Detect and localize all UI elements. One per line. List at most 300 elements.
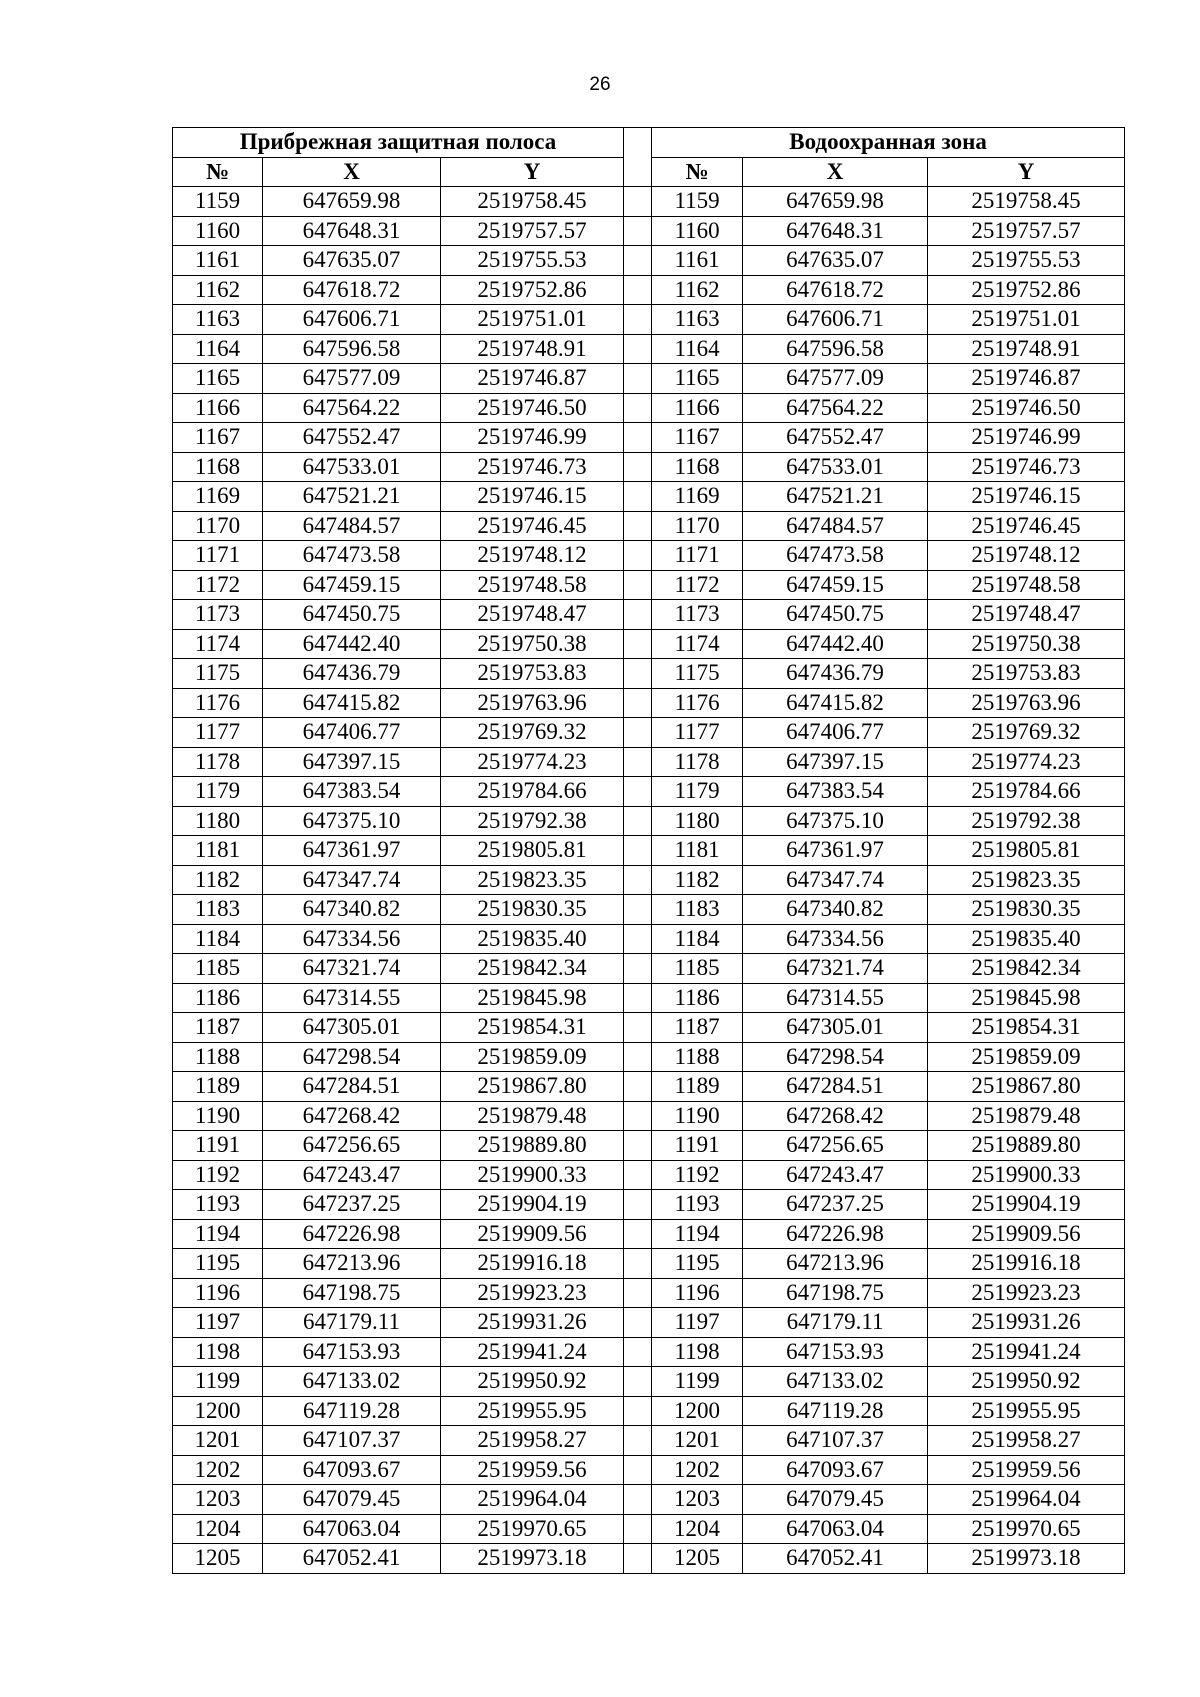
- right-y-coordinate: 2519746.50: [928, 393, 1125, 423]
- table-row: [173, 836, 1125, 866]
- left-y-coordinate: 2519748.47: [441, 600, 624, 630]
- left-x-coordinate: 647415.82: [263, 688, 441, 718]
- column-gap: [624, 954, 652, 984]
- left-point-number: 1171: [173, 541, 263, 571]
- left-point-number: 1173: [173, 600, 263, 630]
- left-point-number: 1168: [173, 452, 263, 482]
- right-x-coordinate: 647606.71: [743, 305, 928, 335]
- right-y-coordinate: 2519842.34: [928, 954, 1125, 984]
- left-x-coordinate: 647397.15: [263, 747, 441, 777]
- column-gap: [624, 1013, 652, 1043]
- left-y-coordinate: 2519746.99: [441, 423, 624, 453]
- left-point-number: 1172: [173, 570, 263, 600]
- table-row: [173, 718, 1125, 748]
- right-y-coordinate: 2519769.32: [928, 718, 1125, 748]
- left-point-number: 1190: [173, 1101, 263, 1131]
- right-point-number: 1185: [652, 954, 743, 984]
- left-y-coordinate: 2519748.12: [441, 541, 624, 571]
- right-y-coordinate: 2519941.24: [928, 1337, 1125, 1367]
- right-x-coordinate: 647213.96: [743, 1249, 928, 1279]
- table-row: [173, 1367, 1125, 1397]
- left-y-coordinate: 2519842.34: [441, 954, 624, 984]
- column-gap: [624, 777, 652, 807]
- left-x-coordinate: 647052.41: [263, 1544, 441, 1574]
- left-x-coordinate: 647314.55: [263, 983, 441, 1013]
- right-y-coordinate: 2519755.53: [928, 246, 1125, 276]
- right-point-number: 1204: [652, 1514, 743, 1544]
- left-point-number: 1177: [173, 718, 263, 748]
- right-x-coordinate: 647347.74: [743, 865, 928, 895]
- right-x-coordinate: 647596.58: [743, 334, 928, 364]
- left-y-coordinate: 2519746.45: [441, 511, 624, 541]
- left-x-coordinate: 647063.04: [263, 1514, 441, 1544]
- table-row: [173, 688, 1125, 718]
- right-point-number: 1161: [652, 246, 743, 276]
- left-y-coordinate: 2519746.15: [441, 482, 624, 512]
- right-point-number: 1192: [652, 1160, 743, 1190]
- right-y-coordinate: 2519784.66: [928, 777, 1125, 807]
- column-gap: [624, 1249, 652, 1279]
- left-y-coordinate: 2519970.65: [441, 1514, 624, 1544]
- left-point-number: 1164: [173, 334, 263, 364]
- right-point-number: 1199: [652, 1367, 743, 1397]
- right-y-coordinate: 2519753.83: [928, 659, 1125, 689]
- right-x-coordinate: 647268.42: [743, 1101, 928, 1131]
- left-y-coordinate: 2519748.91: [441, 334, 624, 364]
- right-x-coordinate: 647450.75: [743, 600, 928, 630]
- column-gap: [624, 1544, 652, 1574]
- right-point-number: 1164: [652, 334, 743, 364]
- right-x-coordinate: 647397.15: [743, 747, 928, 777]
- right-point-number: 1163: [652, 305, 743, 335]
- right-point-number: 1160: [652, 216, 743, 246]
- column-gap: [624, 393, 652, 423]
- right-point-number: 1190: [652, 1101, 743, 1131]
- right-y-coordinate: 2519748.12: [928, 541, 1125, 571]
- column-gap: [624, 1455, 652, 1485]
- right-y-coordinate: 2519931.26: [928, 1308, 1125, 1338]
- column-gap: [624, 895, 652, 925]
- column-gap: [624, 216, 652, 246]
- right-x-coordinate: 647484.57: [743, 511, 928, 541]
- left-y-coordinate: 2519746.87: [441, 364, 624, 394]
- right-point-number: 1169: [652, 482, 743, 512]
- table-row: [173, 954, 1125, 984]
- right-point-number: 1159: [652, 187, 743, 217]
- left-header-x: X: [263, 157, 441, 187]
- right-y-coordinate: 2519909.56: [928, 1219, 1125, 1249]
- left-point-number: 1188: [173, 1042, 263, 1072]
- left-x-coordinate: 647133.02: [263, 1367, 441, 1397]
- column-gap: [624, 1308, 652, 1338]
- column-gap: [624, 570, 652, 600]
- column-gap: [624, 452, 652, 482]
- right-point-number: 1182: [652, 865, 743, 895]
- right-x-coordinate: 647577.09: [743, 364, 928, 394]
- table-row: [173, 275, 1125, 305]
- column-gap: [624, 600, 652, 630]
- right-x-coordinate: 647552.47: [743, 423, 928, 453]
- table-row: [173, 777, 1125, 807]
- right-point-number: 1170: [652, 511, 743, 541]
- left-y-coordinate: 2519889.80: [441, 1131, 624, 1161]
- left-y-coordinate: 2519746.50: [441, 393, 624, 423]
- right-point-number: 1178: [652, 747, 743, 777]
- left-y-coordinate: 2519964.04: [441, 1485, 624, 1515]
- right-y-coordinate: 2519923.23: [928, 1278, 1125, 1308]
- right-point-number: 1166: [652, 393, 743, 423]
- left-x-coordinate: 647213.96: [263, 1249, 441, 1279]
- right-y-coordinate: 2519758.45: [928, 187, 1125, 217]
- left-y-coordinate: 2519758.45: [441, 187, 624, 217]
- table-row: [173, 1219, 1125, 1249]
- left-y-coordinate: 2519931.26: [441, 1308, 624, 1338]
- left-x-coordinate: 647347.74: [263, 865, 441, 895]
- left-point-number: 1160: [173, 216, 263, 246]
- column-gap: [624, 629, 652, 659]
- left-x-coordinate: 647243.47: [263, 1160, 441, 1190]
- left-y-coordinate: 2519835.40: [441, 924, 624, 954]
- column-gap: [624, 836, 652, 866]
- right-x-coordinate: 647119.28: [743, 1396, 928, 1426]
- left-point-number: 1176: [173, 688, 263, 718]
- right-x-coordinate: 647334.56: [743, 924, 928, 954]
- left-y-coordinate: 2519823.35: [441, 865, 624, 895]
- table-row: [173, 246, 1125, 276]
- left-y-coordinate: 2519916.18: [441, 1249, 624, 1279]
- page-number: 26: [589, 74, 611, 95]
- column-gap: [624, 423, 652, 453]
- right-y-coordinate: 2519973.18: [928, 1544, 1125, 1574]
- right-y-coordinate: 2519959.56: [928, 1455, 1125, 1485]
- right-x-coordinate: 647314.55: [743, 983, 928, 1013]
- left-x-coordinate: 647298.54: [263, 1042, 441, 1072]
- table-row: [173, 187, 1125, 217]
- right-point-number: 1162: [652, 275, 743, 305]
- column-gap: [624, 482, 652, 512]
- column-gap: [624, 128, 652, 187]
- right-x-coordinate: 647521.21: [743, 482, 928, 512]
- left-x-coordinate: 647340.82: [263, 895, 441, 925]
- column-gap: [624, 1278, 652, 1308]
- column-gap: [624, 806, 652, 836]
- column-gap: [624, 305, 652, 335]
- column-gap: [624, 1219, 652, 1249]
- table-row: [173, 1514, 1125, 1544]
- left-section-title: Прибрежная защитная полоса: [173, 128, 624, 158]
- left-y-coordinate: 2519753.83: [441, 659, 624, 689]
- left-y-coordinate: 2519805.81: [441, 836, 624, 866]
- right-x-coordinate: 647298.54: [743, 1042, 928, 1072]
- column-gap: [624, 541, 652, 571]
- table-row: [173, 747, 1125, 777]
- right-y-coordinate: 2519845.98: [928, 983, 1125, 1013]
- left-point-number: 1163: [173, 305, 263, 335]
- left-x-coordinate: 647119.28: [263, 1396, 441, 1426]
- left-point-number: 1174: [173, 629, 263, 659]
- left-point-number: 1179: [173, 777, 263, 807]
- table-row: [173, 423, 1125, 453]
- right-point-number: 1173: [652, 600, 743, 630]
- left-point-number: 1165: [173, 364, 263, 394]
- table-row: [173, 216, 1125, 246]
- right-y-coordinate: 2519757.57: [928, 216, 1125, 246]
- right-point-number: 1196: [652, 1278, 743, 1308]
- right-x-coordinate: 647415.82: [743, 688, 928, 718]
- left-y-coordinate: 2519774.23: [441, 747, 624, 777]
- left-x-coordinate: 647659.98: [263, 187, 441, 217]
- right-y-coordinate: 2519889.80: [928, 1131, 1125, 1161]
- column-gap: [624, 246, 652, 276]
- right-y-coordinate: 2519748.47: [928, 600, 1125, 630]
- column-gap: [624, 1485, 652, 1515]
- right-x-coordinate: 647442.40: [743, 629, 928, 659]
- right-point-number: 1189: [652, 1072, 743, 1102]
- right-x-coordinate: 647406.77: [743, 718, 928, 748]
- left-y-coordinate: 2519792.38: [441, 806, 624, 836]
- right-x-coordinate: 647284.51: [743, 1072, 928, 1102]
- right-y-coordinate: 2519970.65: [928, 1514, 1125, 1544]
- column-gap: [624, 511, 652, 541]
- right-y-coordinate: 2519792.38: [928, 806, 1125, 836]
- right-y-coordinate: 2519950.92: [928, 1367, 1125, 1397]
- right-point-number: 1167: [652, 423, 743, 453]
- left-point-number: 1167: [173, 423, 263, 453]
- left-x-coordinate: 647198.75: [263, 1278, 441, 1308]
- column-gap: [624, 1042, 652, 1072]
- right-y-coordinate: 2519854.31: [928, 1013, 1125, 1043]
- column-gap: [624, 364, 652, 394]
- left-y-coordinate: 2519845.98: [441, 983, 624, 1013]
- right-x-coordinate: 647659.98: [743, 187, 928, 217]
- table-row: [173, 511, 1125, 541]
- table-row: [173, 983, 1125, 1013]
- right-point-number: 1194: [652, 1219, 743, 1249]
- table-row: [173, 1544, 1125, 1574]
- right-point-number: 1165: [652, 364, 743, 394]
- table-row: [173, 1337, 1125, 1367]
- left-x-coordinate: 647305.01: [263, 1013, 441, 1043]
- left-x-coordinate: 647334.56: [263, 924, 441, 954]
- left-y-coordinate: 2519879.48: [441, 1101, 624, 1131]
- right-point-number: 1198: [652, 1337, 743, 1367]
- right-y-coordinate: 2519746.73: [928, 452, 1125, 482]
- left-point-number: 1166: [173, 393, 263, 423]
- right-y-coordinate: 2519964.04: [928, 1485, 1125, 1515]
- left-point-number: 1186: [173, 983, 263, 1013]
- right-x-coordinate: 647237.25: [743, 1190, 928, 1220]
- left-x-coordinate: 647268.42: [263, 1101, 441, 1131]
- table-row: [173, 924, 1125, 954]
- right-point-number: 1179: [652, 777, 743, 807]
- right-header-y: Y: [928, 157, 1125, 187]
- column-gap: [624, 1367, 652, 1397]
- column-gap: [624, 1337, 652, 1367]
- table-row: [173, 659, 1125, 689]
- left-x-coordinate: 647383.54: [263, 777, 441, 807]
- right-point-number: 1184: [652, 924, 743, 954]
- left-x-coordinate: 647179.11: [263, 1308, 441, 1338]
- right-x-coordinate: 647436.79: [743, 659, 928, 689]
- right-y-coordinate: 2519748.58: [928, 570, 1125, 600]
- left-x-coordinate: 647564.22: [263, 393, 441, 423]
- left-x-coordinate: 647484.57: [263, 511, 441, 541]
- left-y-coordinate: 2519752.86: [441, 275, 624, 305]
- left-point-number: 1204: [173, 1514, 263, 1544]
- right-point-number: 1201: [652, 1426, 743, 1456]
- right-x-coordinate: 647226.98: [743, 1219, 928, 1249]
- right-x-coordinate: 647473.58: [743, 541, 928, 571]
- left-y-coordinate: 2519748.58: [441, 570, 624, 600]
- left-x-coordinate: 647079.45: [263, 1485, 441, 1515]
- right-point-number: 1193: [652, 1190, 743, 1220]
- right-x-coordinate: 647618.72: [743, 275, 928, 305]
- right-y-coordinate: 2519752.86: [928, 275, 1125, 305]
- left-y-coordinate: 2519958.27: [441, 1426, 624, 1456]
- right-x-coordinate: 647459.15: [743, 570, 928, 600]
- right-point-number: 1205: [652, 1544, 743, 1574]
- left-x-coordinate: 647321.74: [263, 954, 441, 984]
- right-y-coordinate: 2519823.35: [928, 865, 1125, 895]
- right-y-coordinate: 2519774.23: [928, 747, 1125, 777]
- right-y-coordinate: 2519751.01: [928, 305, 1125, 335]
- column-gap: [624, 1101, 652, 1131]
- left-y-coordinate: 2519941.24: [441, 1337, 624, 1367]
- right-x-coordinate: 647107.37: [743, 1426, 928, 1456]
- left-point-number: 1170: [173, 511, 263, 541]
- right-x-coordinate: 647052.41: [743, 1544, 928, 1574]
- column-gap: [624, 688, 652, 718]
- left-x-coordinate: 647284.51: [263, 1072, 441, 1102]
- left-y-coordinate: 2519859.09: [441, 1042, 624, 1072]
- table-row: [173, 393, 1125, 423]
- table-row: [173, 1190, 1125, 1220]
- right-y-coordinate: 2519958.27: [928, 1426, 1125, 1456]
- left-x-coordinate: 647153.93: [263, 1337, 441, 1367]
- left-x-coordinate: 647375.10: [263, 806, 441, 836]
- left-x-coordinate: 647552.47: [263, 423, 441, 453]
- left-x-coordinate: 647450.75: [263, 600, 441, 630]
- left-x-coordinate: 647635.07: [263, 246, 441, 276]
- left-y-coordinate: 2519750.38: [441, 629, 624, 659]
- left-point-number: 1197: [173, 1308, 263, 1338]
- right-point-number: 1195: [652, 1249, 743, 1279]
- left-point-number: 1203: [173, 1485, 263, 1515]
- left-x-coordinate: 647521.21: [263, 482, 441, 512]
- left-y-coordinate: 2519854.31: [441, 1013, 624, 1043]
- table-row: [173, 1396, 1125, 1426]
- right-x-coordinate: 647321.74: [743, 954, 928, 984]
- column-gap: [624, 1072, 652, 1102]
- right-y-coordinate: 2519750.38: [928, 629, 1125, 659]
- section-title-row: [173, 128, 1125, 158]
- left-y-coordinate: 2519909.56: [441, 1219, 624, 1249]
- right-x-coordinate: 647063.04: [743, 1514, 928, 1544]
- left-point-number: 1161: [173, 246, 263, 276]
- left-x-coordinate: 647533.01: [263, 452, 441, 482]
- left-y-coordinate: 2519950.92: [441, 1367, 624, 1397]
- right-x-coordinate: 647198.75: [743, 1278, 928, 1308]
- column-gap: [624, 924, 652, 954]
- table-row: [173, 865, 1125, 895]
- left-point-number: 1201: [173, 1426, 263, 1456]
- left-point-number: 1192: [173, 1160, 263, 1190]
- right-point-number: 1171: [652, 541, 743, 571]
- left-point-number: 1205: [173, 1544, 263, 1574]
- right-y-coordinate: 2519805.81: [928, 836, 1125, 866]
- right-x-coordinate: 647305.01: [743, 1013, 928, 1043]
- left-y-coordinate: 2519746.73: [441, 452, 624, 482]
- right-x-coordinate: 647133.02: [743, 1367, 928, 1397]
- right-y-coordinate: 2519748.91: [928, 334, 1125, 364]
- table-row: [173, 1072, 1125, 1102]
- right-point-number: 1191: [652, 1131, 743, 1161]
- left-point-number: 1189: [173, 1072, 263, 1102]
- right-point-number: 1168: [652, 452, 743, 482]
- right-point-number: 1187: [652, 1013, 743, 1043]
- right-point-number: 1176: [652, 688, 743, 718]
- left-point-number: 1183: [173, 895, 263, 925]
- right-y-coordinate: 2519955.95: [928, 1396, 1125, 1426]
- left-point-number: 1195: [173, 1249, 263, 1279]
- right-section-title: Водоохранная зона: [652, 128, 1125, 158]
- right-x-coordinate: 647093.67: [743, 1455, 928, 1485]
- left-y-coordinate: 2519959.56: [441, 1455, 624, 1485]
- column-gap: [624, 275, 652, 305]
- right-point-number: 1183: [652, 895, 743, 925]
- left-y-coordinate: 2519955.95: [441, 1396, 624, 1426]
- column-gap: [624, 1396, 652, 1426]
- right-x-coordinate: 647361.97: [743, 836, 928, 866]
- table-row: [173, 1308, 1125, 1338]
- left-point-number: 1193: [173, 1190, 263, 1220]
- left-x-coordinate: 647361.97: [263, 836, 441, 866]
- table-row: [173, 806, 1125, 836]
- left-point-number: 1180: [173, 806, 263, 836]
- right-x-coordinate: 647533.01: [743, 452, 928, 482]
- right-point-number: 1172: [652, 570, 743, 600]
- table-row: [173, 482, 1125, 512]
- left-y-coordinate: 2519784.66: [441, 777, 624, 807]
- right-y-coordinate: 2519867.80: [928, 1072, 1125, 1102]
- left-point-number: 1199: [173, 1367, 263, 1397]
- right-y-coordinate: 2519746.99: [928, 423, 1125, 453]
- left-y-coordinate: 2519830.35: [441, 895, 624, 925]
- left-x-coordinate: 647648.31: [263, 216, 441, 246]
- right-y-coordinate: 2519904.19: [928, 1190, 1125, 1220]
- right-x-coordinate: 647635.07: [743, 246, 928, 276]
- right-y-coordinate: 2519746.15: [928, 482, 1125, 512]
- left-x-coordinate: 647577.09: [263, 364, 441, 394]
- right-x-coordinate: 647243.47: [743, 1160, 928, 1190]
- table-row: [173, 895, 1125, 925]
- table-row: [173, 600, 1125, 630]
- left-x-coordinate: 647606.71: [263, 305, 441, 335]
- table-row: [173, 364, 1125, 394]
- left-x-coordinate: 647093.67: [263, 1455, 441, 1485]
- column-gap: [624, 718, 652, 748]
- right-point-number: 1175: [652, 659, 743, 689]
- column-gap: [624, 1160, 652, 1190]
- left-point-number: 1182: [173, 865, 263, 895]
- right-point-number: 1186: [652, 983, 743, 1013]
- right-point-number: 1177: [652, 718, 743, 748]
- table-row: [173, 1160, 1125, 1190]
- right-x-coordinate: 647153.93: [743, 1337, 928, 1367]
- right-y-coordinate: 2519835.40: [928, 924, 1125, 954]
- table-body: [173, 128, 1125, 1574]
- column-gap: [624, 659, 652, 689]
